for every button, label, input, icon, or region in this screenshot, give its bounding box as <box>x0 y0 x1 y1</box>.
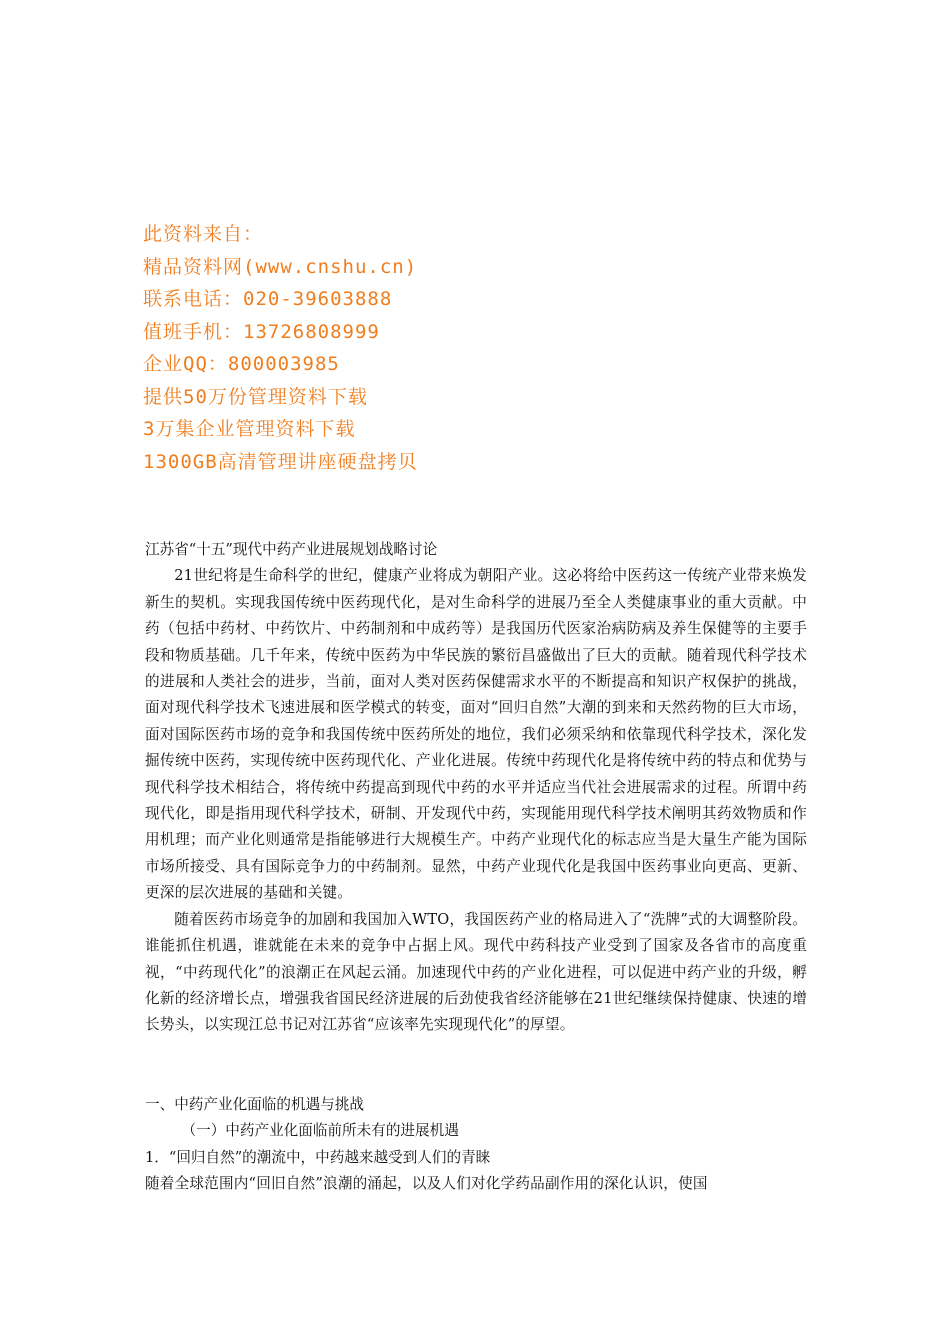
article-last-line: 随着全球范围内“回旧自然”浪潮的涌起，以及人们对化学药品副作用的深化认识，使国 <box>145 1174 708 1192</box>
ad-line-offer-videos: 3万集企业管理资料下载 <box>143 418 356 440</box>
ad-line-website: 精品资料网(www.cnshu.cn) <box>143 255 418 278</box>
source-ad-block <box>143 218 743 478</box>
ad-line-qq: 企业QQ：800003985 <box>143 353 340 375</box>
ad-line-source: 此资料来自： <box>143 223 264 245</box>
section-heading: 一、中药产业化面临的机遇与挑战 <box>145 1095 364 1113</box>
section-spacer <box>145 1039 807 1092</box>
item-heading: 1．“回归自然”的潮流中，中药越来越受到人们的青睐 <box>145 1148 491 1166</box>
article-title: 江苏省“十五”现代中药产业进展规划战略讨论 <box>145 541 438 558</box>
ad-line-mobile: 值班手机：13726808999 <box>143 320 380 343</box>
ad-line-phone: 联系电话：020-39603888 <box>143 288 393 310</box>
article-paragraph-2: 随着医药市场竞争的加剧和我国加入WTO，我国医药产业的格局进入了“洗牌”式的大调整阶段。谁能抓住机遇，谁就能在未来的竞争中占据上风。现代中药科技产业受到了国家及各省市的高度重视，“中药现代化”的浪潮正在风起云涌。加速现代中药的产业化进程，可以促进中药产业的升级，孵化新的经济增长点，增强我省国民经济进展的后劲使我省经济能够在21世纪继续保持健康、快速的增长势头，以实现江总书记对江苏省“应该率先实现现代化”的厚望。 <box>145 910 807 1034</box>
sub-heading: （一）中药产业化面临前所未有的进展机遇 <box>181 1122 459 1140</box>
article-paragraph-1: 21世纪将是生命科学的世纪，健康产业将成为朝阳产业。这必将给中医药这一传统产业带来焕发新生的契机。实现我国传统中医药现代化，是对生命科学的进展乃至全人类健康事业的重大贡献。中药（包括中药材、中药饮片、中药制剂和中成药等）是我国历代医家治病防病及养生保健等的主要手段和物质基础。几千年来，传统中医药为中华民族的繁衍昌盛做出了巨大的贡献。随着现代科学技术的进展和人类社会的进步，当前，面对人类对医药保健需求水平的不断提高和知识产权保护的挑战，面对现代科学技术飞速进展和医学模式的转变，面对“回归自然”大潮的到来和天然药物的巨大市场，面对国际医药市场的竞争和我国传统中医药所处的地位，我们必须采纳和依靠现代科学技术，深化发掘传统中医药，实现传统中医药现代化、产业化进展。传统中药现代化是将传统中药的特点和优势与现代科学技术相结合，将传统中药提高到现代中药的水平并适应当代社会进展需求的过程。所谓中药现代化，即是指用现代科学技术，研制、开发现代中药，实现能用现代科学技术阐明其药效物质和作用机理；而产业化则通常是指能够进行大规模生产。中药产业现代化的标志应当是大量生产能为国际市场所接受、具有国际竞争力的中药制剂。显然，中药产业现代化是我国中医药事业向更高、更新、更深的层次进展的基础和关键。 <box>145 567 807 902</box>
article-body <box>145 537 807 1197</box>
ad-line-offer-disk: 1300GB高清管理讲座硬盘拷贝 <box>143 450 418 473</box>
ad-line-offer-docs: 提供50万份管理资料下载 <box>143 385 368 408</box>
